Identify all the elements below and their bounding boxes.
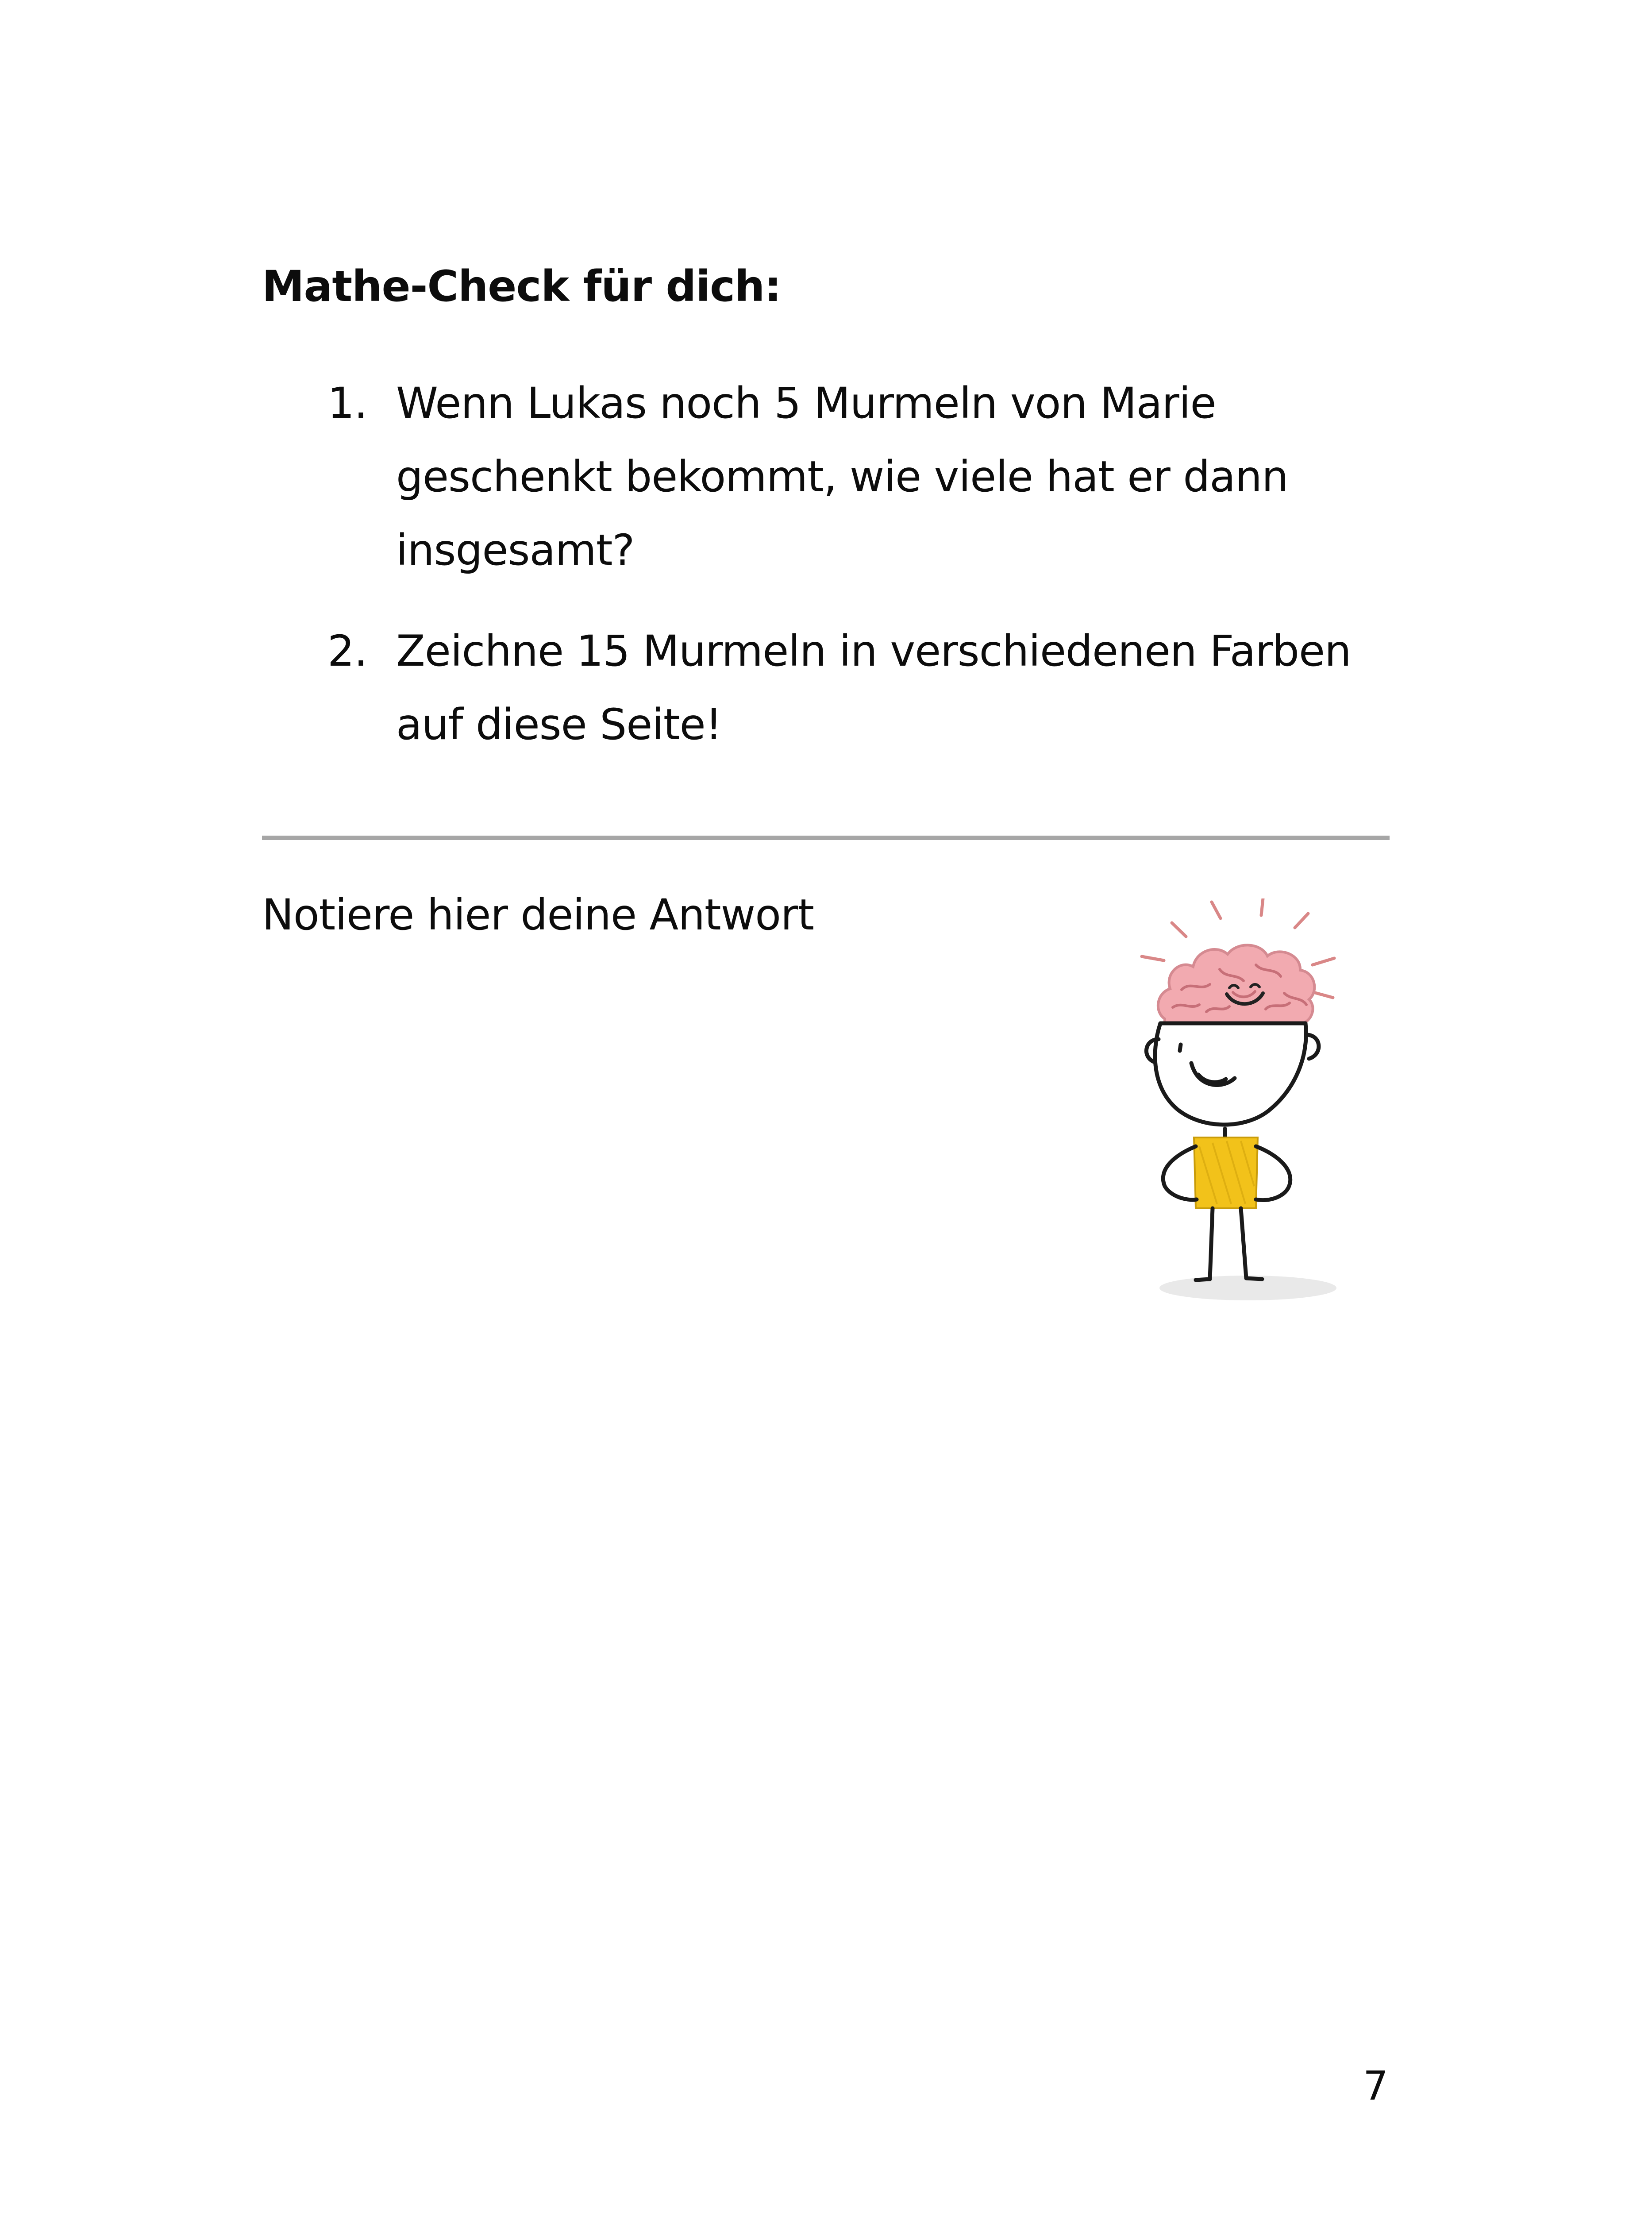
page-number: 7 — [1363, 2063, 1389, 2109]
question-text: Wenn Lukas noch 5 Murmeln von Marie geschenkt bekommt, wie viele hat er dann insgesamt? — [396, 378, 1288, 575]
question-text: Zeichne 15 Murmeln in verschiedenen Farben auf diese Seite! — [396, 626, 1351, 749]
question-list — [323, 366, 1407, 789]
section-divider — [262, 836, 1390, 840]
question-item — [323, 366, 1407, 587]
question-number: 1. — [327, 378, 367, 428]
question-number: 2. — [327, 626, 367, 676]
page-title: Mathe-Check für dich: — [262, 262, 781, 311]
answer-prompt: Notiere hier deine Antwort — [262, 890, 814, 940]
question-item — [323, 614, 1407, 761]
thinking-brain-stick-figure-icon — [1115, 898, 1372, 1323]
brain-icon — [1158, 945, 1314, 1023]
